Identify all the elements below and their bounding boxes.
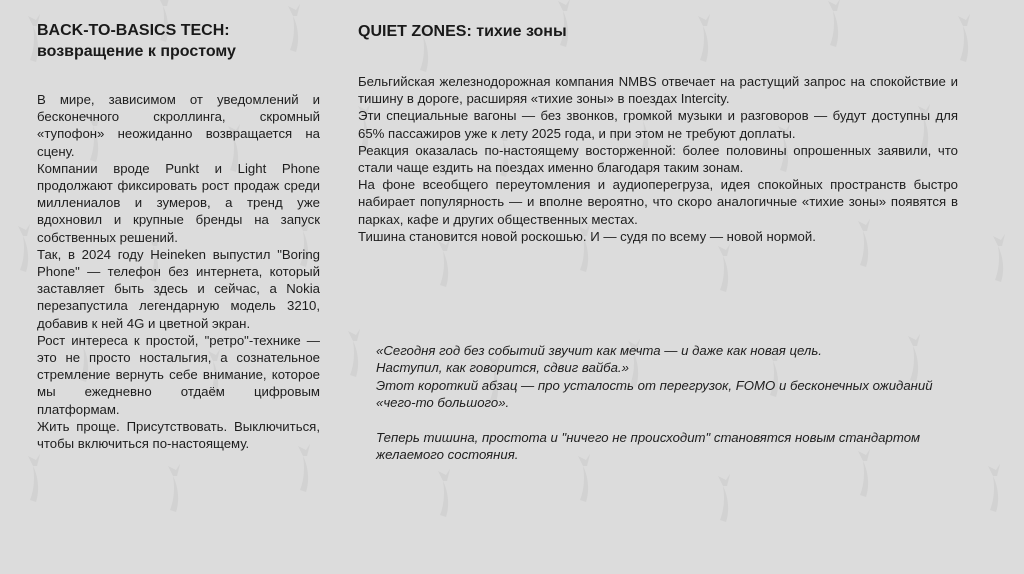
right-column	[358, 22, 958, 245]
right-paragraph: Эти специальные вагоны — без звонков, громкой музыки и разговоров — будут доступны для 65% пассажиров уже к лету 2025 года, и при этом не требуют доплаты.	[358, 108, 958, 141]
left-paragraph: В мире, зависимом от уведомлений и бесконечного скроллинга, скромный «тупофон» неожиданно возвращается на сцену.	[37, 92, 320, 159]
right-paragraph: Тишина становится новой роскошью. И — судя по всему — новой нормой.	[358, 228, 816, 244]
left-paragraph: Компании вроде Punkt и Light Phone продолжают фиксировать рост продаж среди миллениалов и зумеров, а тренд уже вдохновил и крупные бренды на запуск собственных решений.	[37, 160, 320, 245]
quote-line: Этот короткий абзац — про усталость от перегрузок, FOMO и бесконечных ожиданий «чего-то большого».	[376, 377, 933, 411]
quote-line: «Сегодня год без событий звучит как мечта — и даже как новая цель.	[376, 343, 822, 358]
right-paragraph: На фоне всеобщего переутомления и аудиоперегруза, идея спокойных пространств быстро набирает популярность — и вполне вероятно, что скоро аналогичные «тихие зоны» появятся в парках, кафе и других общественных местах.	[358, 177, 958, 227]
left-paragraph: Рост интереса к простой, "ретро"-технике — это не просто ностальгия, а сознательное стремление вернуть себе внимание, которое мы ежедневно отдаём цифровым платформам.	[37, 332, 320, 417]
left-title-line-1: BACK-TO-BASICS TECH:	[37, 22, 230, 39]
quote-line: Наступил, как говорится, сдвиг вайба.»	[376, 360, 629, 376]
right-paragraph: Бельгийская железнодорожная компания NMBS отвечает на растущий запрос на спокойствие и тишину в дороге, расширяя «тихие зоны» в поездах Intercity.	[358, 74, 958, 107]
left-column	[37, 20, 320, 452]
left-paragraph: Так, в 2024 году Heineken выпустил "Boring Phone" — телефон без интернета, который заставляет быть здесь и сейчас, а Nokia перезапустила легендарную модель 3210, добавив к ней 4G и цветной экран.	[37, 246, 320, 331]
right-title: QUIET ZONES: тихие зоны	[358, 23, 567, 40]
right-body	[358, 73, 958, 245]
left-body	[37, 91, 320, 452]
quote-block	[376, 342, 936, 463]
left-title-line-2: возвращение к простому	[37, 43, 236, 60]
quote-spacer	[376, 412, 936, 429]
left-paragraph: Жить проще. Присутствовать. Выключиться, чтобы включиться по-настоящему.	[37, 418, 320, 452]
right-paragraph: Реакция оказалась по-настоящему восторженной: более половины опрошенных заявили, что стали чаще ездить на поездах именно благодаря таким зонам.	[358, 142, 958, 176]
left-title	[37, 20, 320, 62]
quote-line: Теперь тишина, простота и "ничего не происходит" становятся новым стандартом желаемого состояния.	[376, 429, 921, 463]
